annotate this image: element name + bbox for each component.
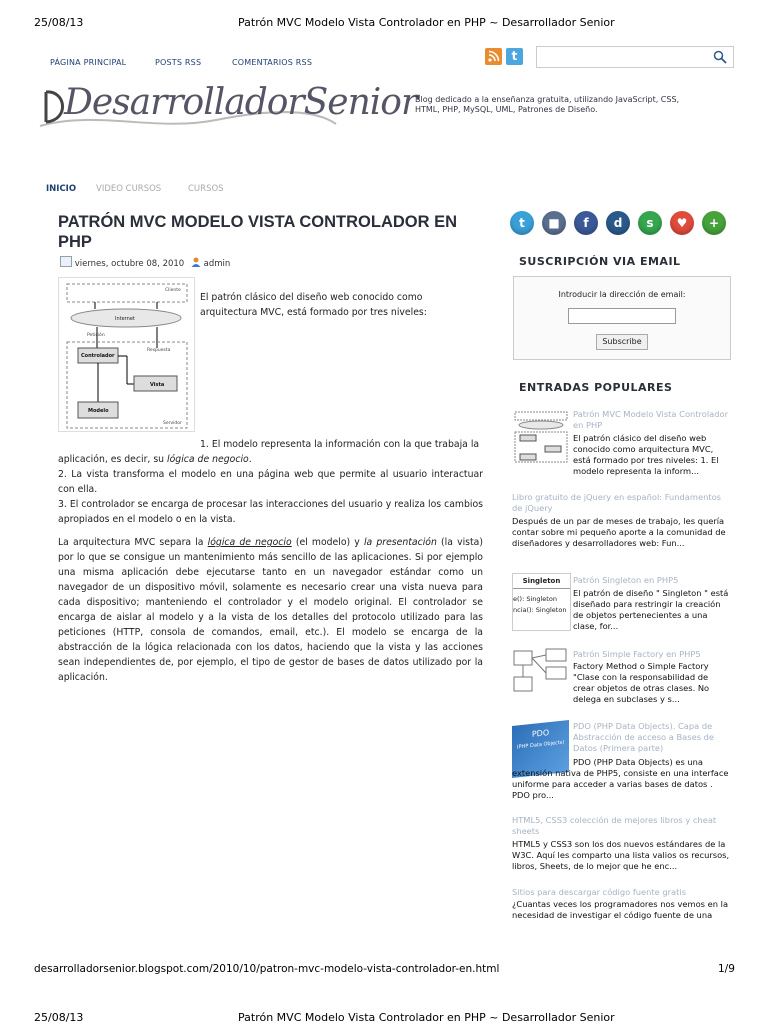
add-icon[interactable]: +	[702, 211, 726, 235]
print-title: Patrón MVC Modelo Vista Controlador en PHP ~ Desarrollador Senior	[238, 16, 615, 29]
post-intro	[200, 290, 482, 320]
topnav-posts-rss[interactable]	[155, 50, 201, 69]
popular-text-7: ¿Cuantas veces los programadores nos vemos en la necesidad de investigar el código fuente de una	[512, 899, 729, 920]
popular-heading: ENTRADAS POPULARES	[519, 381, 673, 394]
topnav-home-link[interactable]: PÁGINA PRINCIPAL	[50, 58, 127, 67]
popular-title-6[interactable]: HTML5, CSS3 colección de mejores libros y cheat sheets	[512, 815, 717, 836]
post-title-line1: PATRÓN MVC MODELO VISTA CONTROLADOR EN	[58, 213, 458, 231]
popular-text-1: El patrón clásico del diseño web conocido como arquitectura MVC, está formado por tres niveles: 1. El modelo representa la inform...	[573, 433, 719, 476]
diagram-controlador: Controlador	[81, 353, 115, 359]
post-title[interactable]	[58, 212, 478, 252]
diagram-internet: Internet	[115, 316, 135, 322]
post-title-line2: PHP	[58, 233, 92, 251]
mainnav-cursos-label[interactable]: CURSOS	[188, 184, 224, 194]
diagram-vista: Vista	[150, 382, 165, 388]
search-box	[536, 46, 734, 68]
subscription-heading: SUSCRIPCIÓN VIA EMAIL	[519, 255, 681, 268]
delicious-icon[interactable]: ■	[542, 211, 566, 235]
para-text-d: (la vista) por lo que se consigue un mantenimiento más sencillo de las aplicaciones. Si por ejemplo una misma aplicación debe ejecutarse tanto en un navegador estándar como un navegador de un dispositivo móvil, solamente es necesario crear una vista nueva para cada dispositivo; manteniendo el controlador y el modelo original. El controlador se encarga de aislar al modelo y a la vista de los detalles del protocolo utilizado para las peticiones (HTTP, consola de comandos, email, etc.). El modelo se encarga de la abstracción de la lógica relacionada con los datos, haciendo que la vista y las acciones sean independientes de, por ejemplo, el tipo de gestor de bases de datos utilizado por la aplicación.	[58, 537, 483, 683]
popular-title-5[interactable]: PDO (PHP Data Objects). Capa de Abstracción de acceso a Bases de Datos (Primera parte)	[573, 721, 715, 753]
thumb-pdo-line1: PDO	[531, 728, 550, 739]
calendar-icon	[60, 256, 72, 267]
print-date: 25/08/13	[34, 16, 84, 29]
subscribe-button[interactable]: Subscribe	[596, 334, 648, 350]
list-item-1b-italic: lógica de negocio	[167, 454, 249, 465]
diagram-cliente: Cliente	[165, 288, 181, 293]
social-icons	[510, 211, 735, 237]
diagram-servidor: Servidor	[163, 421, 182, 426]
popular-title-2[interactable]: Libro gratuito de jQuery en español: Fundamentos de jQuery	[512, 492, 721, 513]
footer-page: 1/9	[718, 963, 735, 975]
site-logo[interactable]	[36, 80, 418, 132]
mvc-diagram	[58, 277, 195, 432]
mvc-diagram-art	[59, 278, 194, 431]
diagram-modelo: Modelo	[88, 408, 109, 414]
thumb-singleton-title: Singleton	[513, 574, 570, 589]
digg-icon[interactable]: d	[606, 211, 630, 235]
post-intro-line1: El patrón clásico del diseño web conocido como	[200, 292, 423, 303]
list-item-1b-end: .	[248, 454, 252, 465]
para-link-logica[interactable]: lógica de negocio	[207, 537, 292, 548]
topnav-comments-rss[interactable]	[232, 50, 312, 69]
facebook-icon[interactable]: f	[574, 211, 598, 235]
diagram-peticion: Petición	[87, 333, 105, 338]
post-paragraph	[58, 535, 483, 685]
list-item-1a: 1. El modelo representa la información con la que trabaja la	[200, 439, 480, 450]
popular-thumb-mvc[interactable]	[513, 408, 569, 464]
topnav-home[interactable]	[50, 50, 126, 69]
list-item-1b	[58, 452, 483, 467]
mainnav-video-cursos-label[interactable]: VIDEO CURSOS	[96, 184, 162, 194]
popular-text-5: PDO (PHP Data Objects) es una extensión nativa de PHP5, consiste en una interface uniforme para acceder a varias bases de datos . PDO pro...	[512, 757, 729, 800]
rss-icon-glyph	[485, 48, 502, 65]
list-item-1b-text: aplicación, es decir, su	[58, 454, 165, 465]
print-title-2: Patrón MVC Modelo Vista Controlador en PHP ~ Desarrollador Senior	[238, 1011, 615, 1024]
search-icon[interactable]	[713, 50, 727, 64]
thumb-factory-art	[512, 647, 569, 697]
subscription-box	[513, 276, 731, 360]
mainnav-video-cursos[interactable]	[96, 176, 161, 195]
stumbleupon-icon[interactable]: s	[638, 211, 662, 235]
thumb-singleton-line1: e(): Singleton	[513, 595, 557, 603]
mainnav-inicio-label[interactable]: INICIO	[46, 184, 77, 194]
popular-text-3: El patrón de diseño " Singleton " está diseñado para restringir la creación de objetos pertenecientes a una clase, for...	[573, 588, 729, 631]
popular-text-2: Después de un par de meses de trabajo, les quería contar sobre mi pequeño aporte a la comunidad de diseñadores y desarrolladores web: Fun...	[512, 516, 726, 548]
popular-thumb-factory[interactable]	[512, 647, 569, 697]
popular-title-7[interactable]: Sitios para descargar código fuente gratis	[512, 887, 687, 897]
post-meta	[60, 256, 230, 269]
para-text-b: (el modelo) y	[295, 537, 360, 548]
print-date-2: 25/08/13	[34, 1011, 84, 1024]
para-text-a: La arquitectura MVC separa la	[58, 537, 204, 548]
popular-text-6: HTML5 y CSS3 son los dos nuevos estándares de la W3C. Aquí les comparto una lista valios os recursos, libros, Sheets, de lo mejor que he enc...	[512, 839, 730, 871]
mainnav-cursos[interactable]	[188, 176, 224, 195]
popular-title-4[interactable]: Patrón Simple Factory en PHP5	[573, 649, 701, 659]
rss-icon[interactable]	[485, 48, 502, 65]
popular-title-1[interactable]: Patrón MVC Modelo Vista Controlador en PHP	[573, 409, 728, 430]
site-tagline: Blog dedicado a la enseñanza gratuita, utilizando JavaScript, CSS, HTML, PHP, MySQL, UML, Patrones de Diseño.	[415, 95, 680, 114]
email-field[interactable]	[568, 308, 676, 324]
list-item-2: 2. La vista transforma el modelo en una página web que permite al usuario interactuar con ella.	[58, 469, 483, 495]
thumb-mvc-art	[513, 408, 569, 464]
subscription-label: Introducir la dirección de email:	[558, 290, 686, 299]
popular-thumb-singleton[interactable]	[512, 573, 571, 631]
logo-text: DesarrolladorSenior	[64, 82, 418, 123]
topnav-posts-rss-link[interactable]: POSTS RSS	[155, 58, 202, 67]
diagram-respuesta: Respuesta	[147, 348, 171, 353]
popular-title-3[interactable]: Patrón Singleton en PHP5	[573, 575, 679, 585]
topnav-comments-rss-link[interactable]: COMENTARIOS RSS	[232, 58, 313, 67]
footer-url: desarrolladorsenior.blogspot.com/2010/10/patron-mvc-modelo-vista-controlador-en.html	[34, 963, 500, 975]
thumb-pdo-line2: (PHP Data Objects)	[516, 739, 565, 751]
favorite-icon[interactable]: ♥	[670, 211, 694, 235]
para-text-c: la presentación	[363, 537, 437, 548]
twitter-small-icon[interactable]: t	[506, 48, 523, 65]
post-author[interactable]: admin	[203, 259, 231, 269]
mainnav-inicio[interactable]	[46, 176, 76, 195]
thumb-singleton-line2: ncia(): Singleton	[513, 606, 567, 614]
user-icon	[191, 257, 201, 267]
popular-text-4: Factory Method o Simple Factory "Clase con la responsabilidad de crear objetos de otras clases. No delega en subclases y s...	[573, 661, 710, 704]
twitter-icon[interactable]: t	[510, 211, 534, 235]
search-input[interactable]	[541, 49, 715, 69]
post-intro-line2: arquitectura MVC, está formado por tres niveles:	[200, 307, 427, 318]
list-item-3: 3. El controlador se encarga de procesar las interacciones del usuario y realiza los cambios apropiados en el modelo o en la vista.	[58, 499, 483, 525]
post-list	[58, 437, 483, 527]
post-date: viernes, octubre 08, 2010	[74, 259, 185, 269]
